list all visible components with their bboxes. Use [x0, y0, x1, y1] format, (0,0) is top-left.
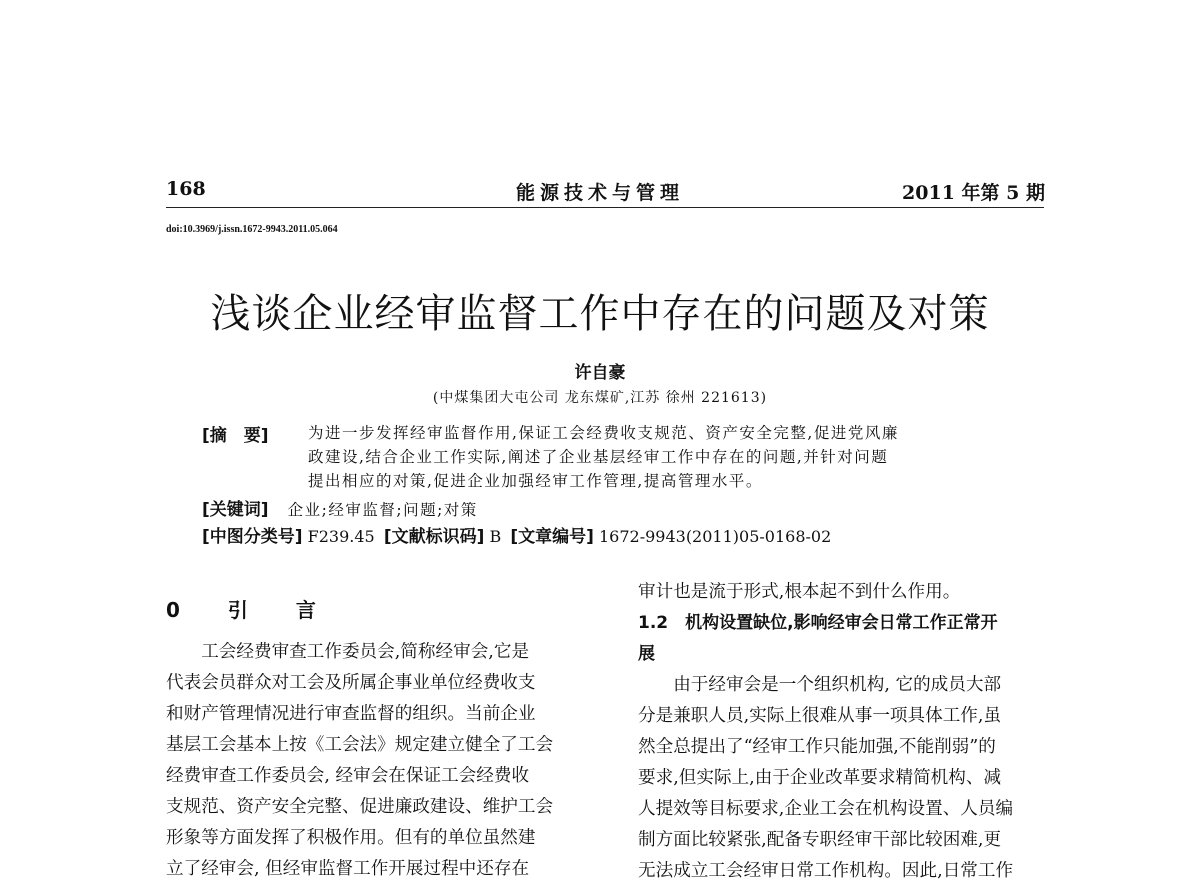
issue-info: 2011 年第 5 期 — [902, 182, 1045, 204]
right-column-body — [638, 577, 1062, 887]
body-line: 工会经费审查工作委员会,简称经审会,它是 — [166, 642, 530, 662]
body-line: 支规范、资产安全完整、促进廉政建设、维护工会 — [166, 797, 554, 817]
author-affiliation: (中煤集团大屯公司 龙东煤矿,江苏 徐州 221613) — [432, 390, 768, 406]
body-line: 由于经审会是一个组织机构, 它的成员大部 — [638, 675, 1002, 695]
subsection-heading-cont: 展 — [638, 644, 655, 664]
body-line: 分是兼职人员,实际上很难从事一项具体工作,虽 — [638, 706, 1002, 726]
abstract-line: 为进一步发挥经审监督作用,保证工会经费收支规范、资产安全完整,促进党风廉 — [308, 424, 899, 442]
clc-label: [中图分类号] — [202, 527, 303, 547]
journal-name: 能源技术与管理 — [515, 182, 684, 204]
article-number-label: [文章编号] — [510, 527, 594, 547]
article-number-value: 1672-9943(2011)05-0168-02 — [598, 527, 832, 546]
doc-code-label: [文献标识码] — [383, 527, 485, 547]
classification-row — [202, 522, 831, 547]
body-line: 立了经审会, 但经审监督工作开展过程中还存在 — [166, 859, 530, 879]
keywords-text: 企业;经审监督;问题;对策 — [287, 501, 478, 519]
section-heading-introduction: 0 引 言 — [166, 598, 330, 622]
body-line: 代表会员群众对工会及所属企事业单位经费收支 — [166, 673, 536, 693]
subsection-heading: 1.2 机构设置缺位,影响经审会日常工作正常开 — [638, 613, 998, 633]
left-column-body — [166, 637, 596, 885]
body-line: 无法成立工会经审日常工作机构。因此,日常工作 — [638, 861, 1014, 881]
body-line: 制方面比较紧张,配备专职经审干部比较困难,更 — [638, 830, 1002, 850]
abstract-text — [308, 421, 1048, 493]
keywords-label: [关键词] — [202, 500, 269, 520]
doi: doi:10.3969/j.issn.1672-9943.2011.05.064 — [166, 224, 338, 235]
page-number: 168 — [166, 178, 206, 200]
body-line: 和财产管理情况进行审查监督的组织。当前企业 — [166, 704, 536, 724]
keywords-row — [202, 495, 478, 520]
body-line: 基层工会基本上按《工会法》规定建立健全了工会 — [166, 735, 554, 755]
header-rule — [166, 207, 1044, 208]
doc-code-value: B — [489, 527, 502, 546]
abstract-label: [摘 要] — [202, 426, 269, 446]
abstract-line: 政建设,结合企业工作实际,阐述了企业基层经审工作中存在的问题,并针对问题 — [308, 448, 889, 466]
body-line: 要求,但实际上,由于企业改革要求精简机构、减 — [638, 768, 1002, 788]
body-line: 形象等方面发挥了积极作用。但有的单位虽然建 — [166, 828, 536, 848]
article-title: 浅谈企业经审监督工作中存在的问题及对策 — [210, 291, 990, 337]
body-line: 人提效等目标要求,企业工会在机构设置、人员编 — [638, 799, 1014, 819]
author-name: 许自豪 — [574, 363, 626, 383]
body-line: 然全总提出了“经审工作只能加强,不能削弱”的 — [638, 737, 996, 757]
body-line: 经费审查工作委员会, 经审会在保证工会经费收 — [166, 766, 530, 786]
abstract-line: 提出相应的对策,促进企业加强经审工作管理,提高管理水平。 — [308, 472, 763, 490]
body-line: 审计也是流于形式,根本起不到什么作用。 — [638, 582, 961, 602]
clc-value: F239.45 — [307, 527, 375, 546]
